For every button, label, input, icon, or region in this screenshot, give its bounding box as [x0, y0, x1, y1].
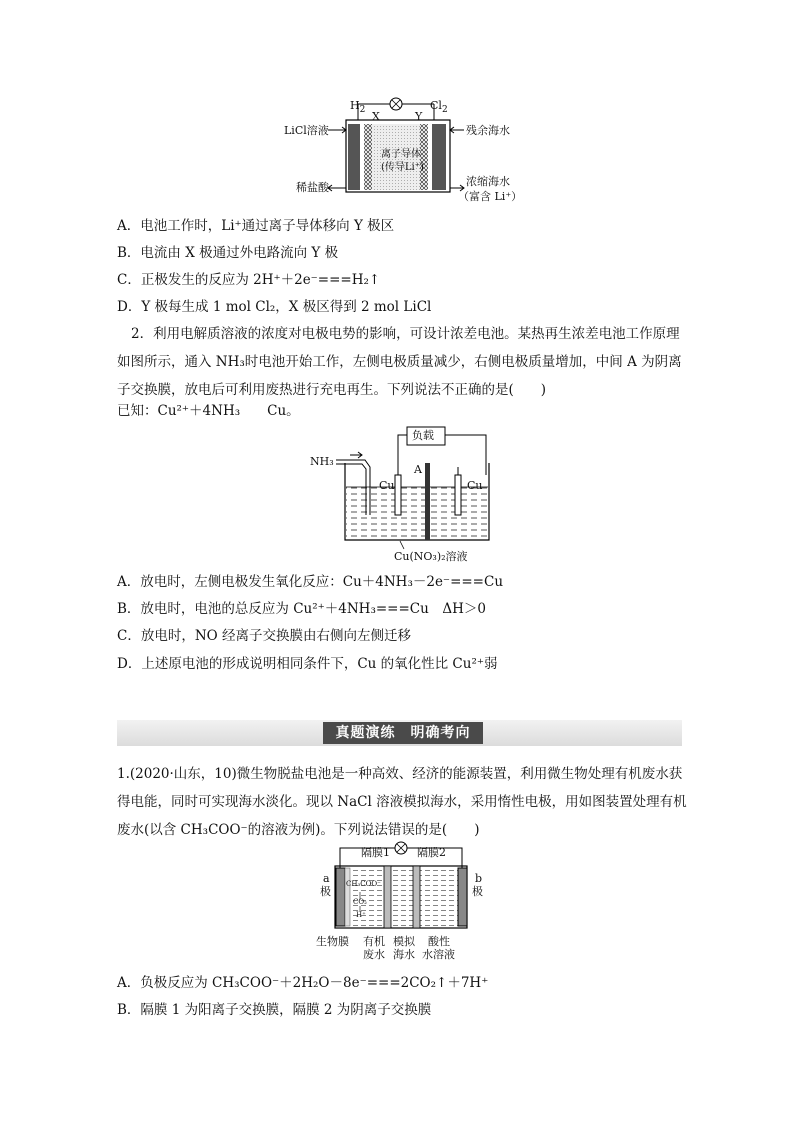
desalination-cell-drawing: [320, 838, 483, 938]
membrane-1-label: 隔膜1: [361, 846, 390, 859]
ion-conductor-label: 离子导体: [381, 149, 421, 160]
residual-seawater-label: 残余海水: [466, 124, 510, 137]
acetate-label: CH₃COO⁻: [346, 880, 381, 888]
q2-option-a: A．放电时，左侧电极发生氧化反应：Cu＋4NH₃－2e⁻===Cu: [117, 574, 504, 590]
co2-label: CO₂: [353, 898, 367, 906]
section-title: 真题演练 明确考向: [323, 722, 483, 744]
q3-option-b: B．隔膜 1 为阳离子交换膜，隔膜 2 为阴离子交换膜: [117, 1002, 432, 1018]
cu-right-label: Cu: [467, 479, 483, 492]
h-plus-label: H⁺: [356, 911, 366, 919]
li-conductor-label: (传导Li⁺): [381, 162, 424, 173]
q2-option-d: D．上述原电池的形成说明相同条件下，Cu 的氧化性比 Cu²⁺弱: [117, 656, 498, 672]
load-label: 负载: [412, 429, 434, 442]
simulated-label-2: 海水: [393, 948, 415, 961]
membrane-2-label: 隔膜2: [417, 846, 446, 859]
nh3-label: NH₃: [310, 455, 334, 468]
simulated-label-1: 模拟: [393, 935, 415, 948]
q3-option-a: A．负极反应为 CH₃COO⁻＋2H₂O－8e⁻===2CO₂↑＋7H⁺: [117, 975, 489, 991]
y-electrode-label: Y: [415, 110, 423, 123]
concentrated-seawater-label: 浓缩海水: [466, 175, 510, 188]
q2-stem: 2．利用电解质溶液的浓度对电极电势的影响，可设计浓差电池。某热再生浓差电池工作原理如图所示，通入 NH₃时电池开始工作，左侧电极质量减少，右侧电极质量增加，中间 A 为阴离子交换膜，放电后可利用废热进行充电再生。下列说法不正确的是( ): [117, 326, 682, 398]
organic-label-2: 废水: [363, 948, 385, 961]
q1-option-a: A．电池工作时，Li⁺通过离子导体移向 Y 极区: [117, 218, 395, 234]
q1-option-c: C．正极发生的反应为 2H⁺＋2e⁻===H₂↑: [117, 272, 381, 288]
b-pole-label-2: 极: [472, 885, 483, 898]
cu-nitrate-solution-label: Cu(NO₃)₂溶液: [394, 550, 468, 563]
acidic-label-2: 水溶液: [422, 948, 455, 961]
q1-option-d: D．Y 极每生成 1 mol Cl₂，X 极区得到 2 mol LiCl: [117, 299, 432, 315]
a-pole-label: a: [323, 872, 330, 885]
rich-li-label: （富含 Li⁺）: [458, 190, 523, 203]
q2-option-b: B．放电时，电池的总反应为 Cu²⁺＋4NH₃===Cu ΔH＞0: [117, 601, 486, 617]
q2-known: 已知：Cu²⁺＋4NH₃ Cu。: [117, 403, 300, 419]
cu-left-label: Cu: [379, 479, 395, 492]
q1-option-b: B．电流由 X 极通过外电路流向 Y 极: [117, 245, 339, 261]
acidic-label-1: 酸性: [428, 935, 450, 948]
a-pole-label-2: 极: [320, 885, 331, 898]
h2-label: $H_2$: [350, 99, 366, 116]
biofilm-label: 生物膜: [316, 935, 349, 948]
dilute-hcl-label: 稀盐酸: [296, 181, 329, 194]
x-electrode-label: X: [372, 110, 380, 123]
licl-solution-label: LiCl溶液: [284, 124, 329, 137]
q3-stem: 1.(2020·山东，10)微生物脱盐电池是一种高效、经济的能源装置，利用微生物处理有机废水获得电能，同时可实现海水淡化。现以 NaCl 溶液模拟海水，采用惰性电极，用如图装置处理有机废水(以含 CH₃COO⁻的溶液为例)。下列说法错误的是( ): [117, 766, 687, 838]
q2-option-c: C．放电时，NO 经离子交换膜由右侧向左侧迁移: [117, 628, 412, 644]
organic-label-1: 有机: [363, 935, 385, 948]
b-pole-label: b: [475, 872, 483, 885]
cl2-label: $Cl_2$: [430, 99, 448, 116]
membrane-a-label: A: [414, 463, 422, 476]
